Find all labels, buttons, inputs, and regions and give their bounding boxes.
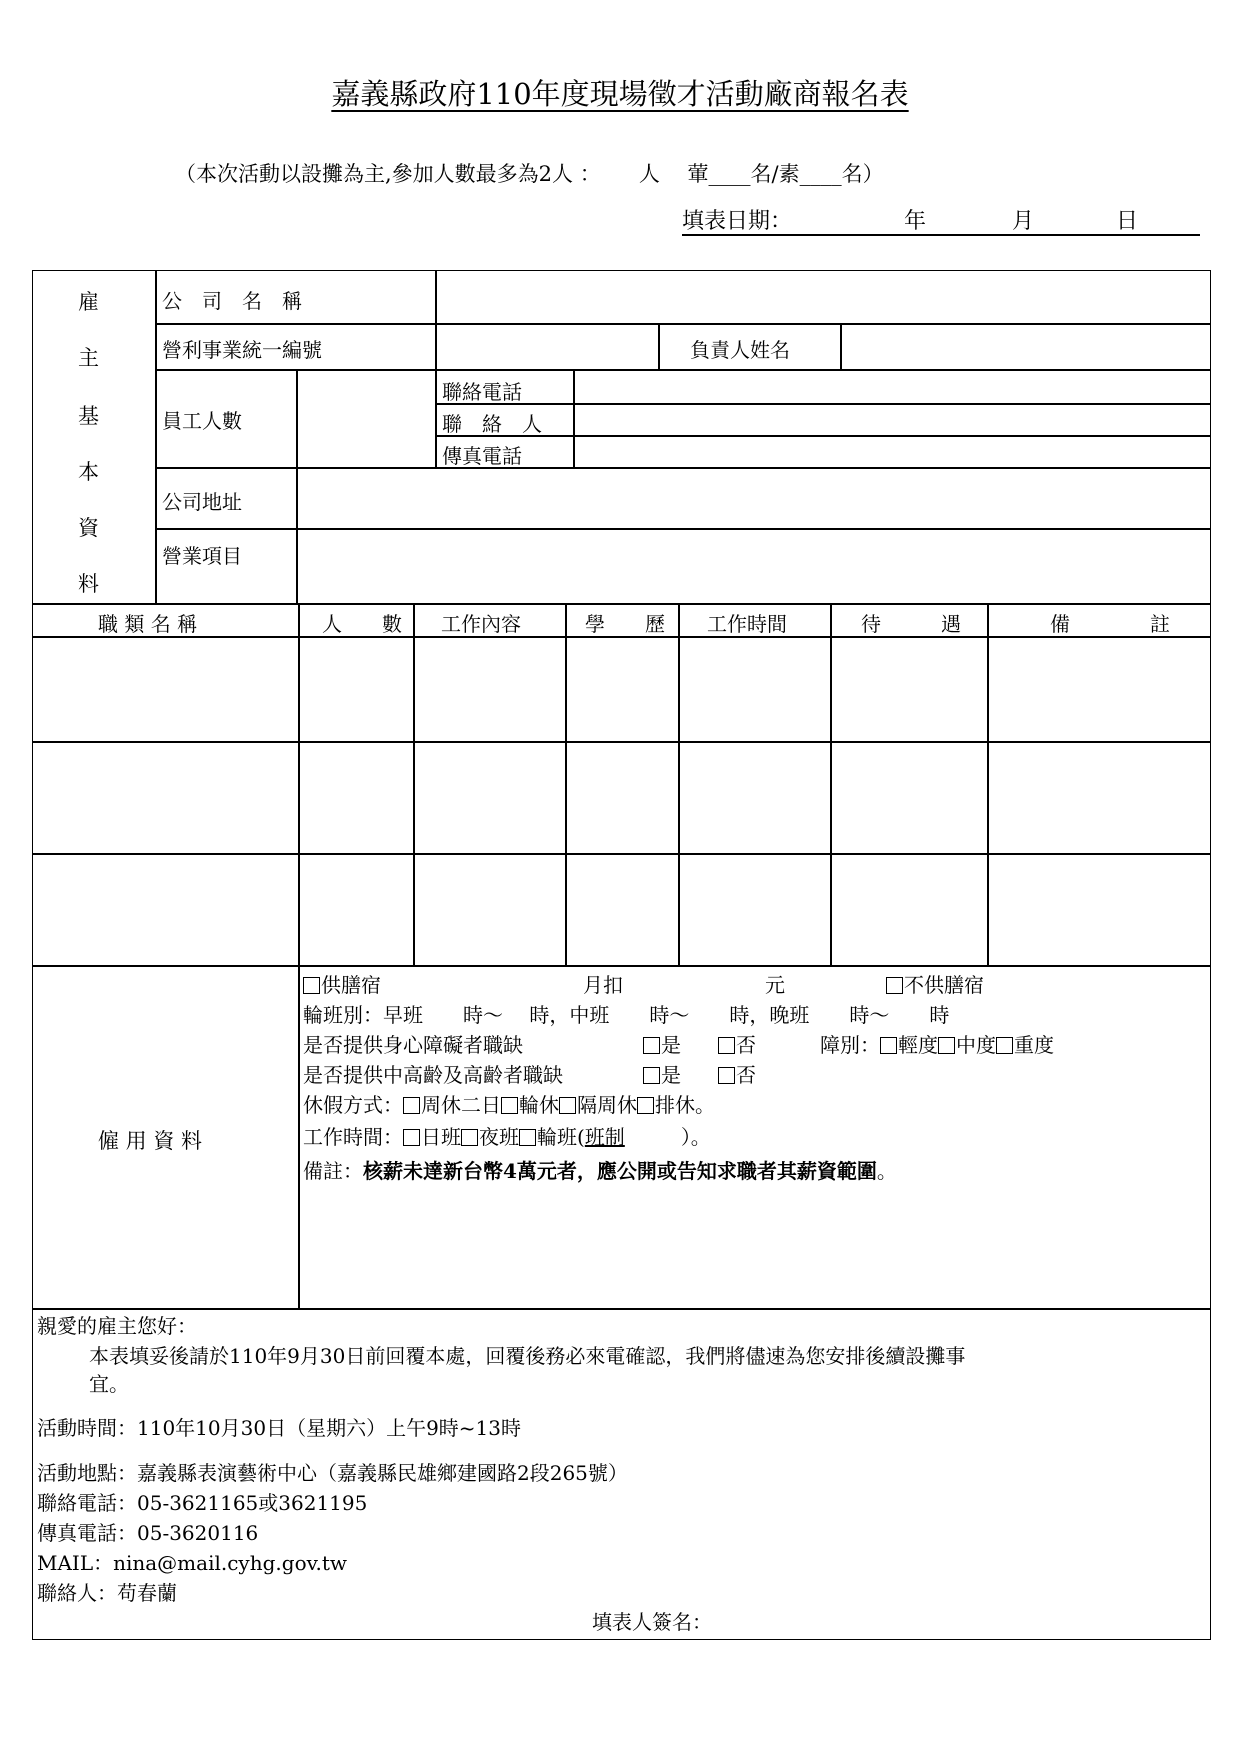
employer-section-char: 主 <box>78 346 99 370</box>
meal-no-checkbox[interactable] <box>886 977 903 994</box>
participation-note: （本次活動以設攤為主,參加人數最多為2人 ： 人 葷____名/素____名） <box>175 162 884 186</box>
meal-yes-label: 供膳宿 <box>321 973 381 997</box>
leave-option: 排休。 <box>655 1093 715 1117</box>
day-shift-label: 日班 <box>421 1125 461 1149</box>
shift-system-label: 班制 <box>584 1125 625 1149</box>
contact-label: 聯 絡 人 <box>442 412 542 436</box>
job-header: 工作內容 <box>441 612 521 636</box>
disability-type-label: 障別： <box>820 1033 880 1057</box>
remark-end: 。 <box>876 1159 897 1183</box>
employer-section-char: 本 <box>78 460 99 484</box>
tax-id-label: 營利事業統一編號 <box>162 338 322 362</box>
company-name-label: 公 司 名 稱 <box>162 289 302 313</box>
fax-label: 傳真電話 <box>442 444 522 468</box>
hiring-section-label: 僱 用 資 料 <box>98 1129 203 1153</box>
instruction-line2: 宜。 <box>89 1372 129 1396</box>
address-field[interactable] <box>300 470 1206 526</box>
event-venue: 活動地點：嘉義縣表演藝術中心（嘉義縣民雄鄉建國路2段265號） <box>37 1461 628 1485</box>
leave-label: 休假方式： <box>303 1093 403 1117</box>
disability-question: 是否提供身心障礙者職缺 <box>303 1033 523 1057</box>
remark-label: 備註： <box>303 1159 363 1183</box>
night-shift-checkbox[interactable] <box>461 1129 478 1146</box>
tax-id-field[interactable] <box>440 327 654 367</box>
fill-date-field[interactable] <box>682 204 1200 236</box>
worktime-label: 工作時間： <box>303 1125 403 1149</box>
job-header: 工作時間 <box>707 612 787 636</box>
job-header: 人 數 <box>322 612 402 636</box>
disability-no-checkbox[interactable] <box>718 1037 735 1054</box>
leave-checkbox[interactable] <box>637 1097 654 1114</box>
salary-remark: 核薪未達新台幣4萬元者，應公開或告知求職者其薪資範圍 <box>363 1159 877 1183</box>
severe-checkbox[interactable] <box>996 1037 1013 1054</box>
instruction-line1: 本表填妥後請於110年9月30日前回覆本處，回覆後務必來電確認，我們將儘速為您安排後續設攤事 <box>89 1344 966 1368</box>
employees-label: 員工人數 <box>162 409 242 433</box>
night-shift-label: 夜班 <box>479 1125 519 1149</box>
job-header: 學 歷 <box>585 612 665 636</box>
form-title: 嘉義縣政府110年度現場徵才活動廠商報名表 <box>331 77 909 111</box>
event-time: 活動時間：110年10月30日（星期六）上午9時~13時 <box>37 1416 522 1440</box>
shift-line: 輪班別：早班 時～ 時，中班 時～ 時，晚班 時～ 時 <box>303 1003 950 1027</box>
greeting: 親愛的雇主您好： <box>37 1314 197 1338</box>
month-deduct-label: 月扣 <box>583 973 623 997</box>
severe-label: 重度 <box>1014 1033 1054 1057</box>
address-label: 公司地址 <box>162 490 242 514</box>
fill-date-label: 填表日期： <box>682 209 793 234</box>
disability-no-label: 否 <box>736 1033 756 1057</box>
contact-phone: 聯絡電話：05-3621165或3621195 <box>37 1491 368 1515</box>
rotating-shift-checkbox[interactable] <box>519 1129 536 1146</box>
signature-label: 填表人簽名： <box>592 1610 712 1634</box>
fill-date-day: 日 <box>1116 209 1139 234</box>
leave-checkbox[interactable] <box>403 1097 420 1114</box>
employees-field[interactable] <box>300 373 432 465</box>
job-header: 職 類 名 稱 <box>98 612 198 636</box>
employer-section-char: 基 <box>78 404 99 428</box>
elder-question: 是否提供中高齡及高齡者職缺 <box>303 1063 563 1087</box>
disability-yes-label: 是 <box>661 1033 681 1057</box>
moderate-label: 中度 <box>956 1033 996 1057</box>
mild-label: 輕度 <box>898 1033 938 1057</box>
meal-yes-checkbox[interactable] <box>303 977 320 994</box>
contact-person: 聯絡人：苟春蘭 <box>37 1581 177 1605</box>
moderate-checkbox[interactable] <box>938 1037 955 1054</box>
company-name-field[interactable] <box>440 276 1205 320</box>
contact-fax: 傳真電話：05-3620116 <box>37 1521 259 1545</box>
employer-section-char: 雇 <box>78 290 99 314</box>
phone-field[interactable] <box>578 373 1206 401</box>
elder-yes-checkbox[interactable] <box>643 1067 660 1084</box>
rotating-shift-label: 輪班( <box>537 1125 585 1149</box>
shift-system-field[interactable] <box>585 1121 681 1150</box>
contact-mail: MAIL：nina@mail.cyhg.gov.tw <box>37 1551 348 1575</box>
fill-date-month: 月 <box>1012 209 1035 234</box>
owner-name-field[interactable] <box>845 327 1205 367</box>
elder-no-label: 否 <box>736 1063 756 1087</box>
elder-no-checkbox[interactable] <box>718 1067 735 1084</box>
employer-section-char: 料 <box>78 572 99 596</box>
employer-section-char: 資 <box>78 516 99 540</box>
day-shift-checkbox[interactable] <box>403 1129 420 1146</box>
elder-yes-label: 是 <box>661 1063 681 1087</box>
meal-no-label: 不供膳宿 <box>904 973 984 997</box>
leave-option: 周休二日 <box>421 1093 501 1117</box>
leave-option: 隔周休 <box>577 1093 637 1117</box>
disability-yes-checkbox[interactable] <box>643 1037 660 1054</box>
leave-checkbox[interactable] <box>559 1097 576 1114</box>
yuan-label: 元 <box>765 973 785 997</box>
shift-end: ）。 <box>680 1125 711 1149</box>
job-header: 待 遇 <box>861 612 961 636</box>
fill-date-year: 年 <box>904 209 927 234</box>
owner-name-label: 負責人姓名 <box>690 338 790 362</box>
signature-field[interactable] <box>740 1604 1180 1634</box>
leave-checkbox[interactable] <box>501 1097 518 1114</box>
job-header: 備 註 <box>1050 612 1170 636</box>
phone-label: 聯絡電話 <box>442 380 522 404</box>
leave-option: 輪休 <box>519 1093 559 1117</box>
business-label: 營業項目 <box>162 544 242 568</box>
mild-checkbox[interactable] <box>880 1037 897 1054</box>
business-field[interactable] <box>300 531 1206 601</box>
fax-field[interactable] <box>578 438 1206 466</box>
contact-field[interactable] <box>578 406 1206 434</box>
